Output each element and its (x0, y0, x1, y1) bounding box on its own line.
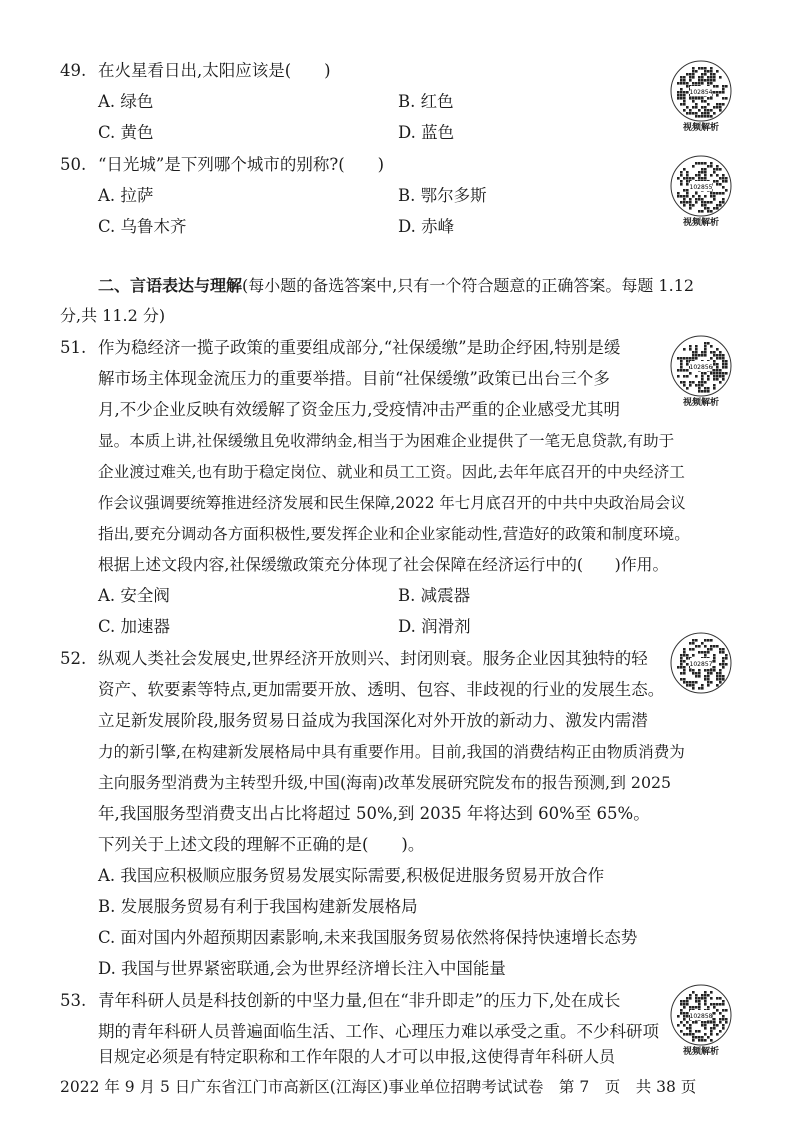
question-49-stem: 49. 在火星看日出,太阳应该是( ) (60, 61, 331, 80)
question-52-line-3: 立足新发展阶段,服务贸易日益成为我国深化对外开放的新动力、激发内需潜 (98, 711, 648, 730)
q52-option-c: C. 面对国内外超预期因素影响,未来我国服务贸易依然将保持快速增长态势 (98, 928, 638, 947)
qr-caption: 视频解析 (682, 123, 719, 133)
svg-text:102857: 102857 (689, 661, 713, 668)
q51-option-d: D. 润滑剂 (398, 617, 471, 636)
section-title: 二、言语表达与理解 (98, 276, 243, 295)
question-51-line-4: 显。本质上讲,社保缓缴且免收滞纳金,相当于为困难企业提供了一笔无息贷款,有助于 (98, 432, 675, 450)
question-51-line-3: 月,不少企业反映有效缓解了资金压力,受疫情冲击严重的企业感受尤其明 (98, 400, 620, 419)
page-footer: 2022 年 9 月 5 日广东省江门市高新区(江海区)事业单位招聘考试试卷 第 7 页 共 38 页 (60, 1078, 697, 1096)
question-52-line-6: 年,我国服务型消费支出占比将超过 50%,到 2035 年将达到 60%至 65%。 (98, 804, 650, 823)
qr-caption: 视频解析 (682, 398, 719, 408)
video-analysis-qr-51[interactable] (668, 335, 734, 409)
qr-code-icon (670, 155, 732, 217)
q50-option-d: D. 赤峰 (398, 217, 455, 236)
q51-option-c: C. 加速器 (98, 617, 171, 636)
question-52-line-7: 下列关于上述文段的理解不正确的是( )。 (98, 835, 425, 854)
q50-option-b: B. 鄂尔多斯 (398, 186, 487, 205)
question-51-line-6: 作会议强调要统筹推进经济发展和民生保障,2022 年七月底召开的中共中央政治局会议 (98, 494, 686, 512)
section-heading (98, 275, 694, 297)
video-analysis-qr-50[interactable] (668, 155, 734, 229)
svg-text:102858: 102858 (689, 1013, 713, 1020)
q49-option-d: D. 蓝色 (398, 123, 455, 142)
q49-option-a: A. 绿色 (98, 92, 154, 111)
q49-option-c: C. 黄色 (98, 123, 154, 142)
video-analysis-qr-49[interactable] (668, 60, 734, 134)
question-51-line-1: 51. 作为稳经济一揽子政策的重要组成部分,“社保缓缴”是助企纾困,特别是缓 (60, 338, 621, 357)
q52-option-a: A. 我国应积极顺应服务贸易发展实际需要,积极促进服务贸易开放合作 (98, 866, 605, 885)
qr-code-icon (670, 984, 732, 1046)
question-53-line-1: 53. 青年科研人员是科技创新的中坚力量,但在“非升即走”的压力下,处在成长 (60, 991, 621, 1010)
question-52-line-4: 力的新引擎,在构建新发展格局中具有重要作用。目前,我国的消费结构正由物质消费为 (98, 743, 685, 761)
question-52-line-2: 资产、软要素等特点,更加需要开放、透明、包容、非歧视的行业的发展生态。 (98, 680, 665, 699)
qr-code-icon (670, 60, 732, 122)
question-51-line-5: 企业渡过难关,也有助于稳定岗位、就业和员工工资。因此,去年年底召开的中央经济工 (98, 463, 685, 481)
question-52-line-1: 52. 纵观人类社会发展史,世界经济开放则兴、封闭则衰。服务企业因其独特的轻 (60, 649, 648, 668)
svg-text:102854: 102854 (689, 89, 713, 96)
question-51-line-7: 指出,要充分调动各方面积极性,要发挥企业和企业家能动性,营造好的政策和制度环境。 (98, 525, 690, 543)
video-analysis-qr-52[interactable] (668, 632, 734, 694)
qr-code-icon (670, 335, 732, 397)
question-50-stem: 50. “日光城”是下列哪个城市的别称?( ) (60, 155, 385, 174)
question-53-line-2: 期的青年科研人员普遍面临生活、工作、心理压力难以承受之重。不少科研项 (98, 1022, 659, 1041)
section-note: (每小题的备选答案中,只有一个符合题意的正确答案。每题 1.12 (242, 276, 695, 295)
q49-option-b: B. 红色 (398, 92, 454, 111)
svg-text:102856: 102856 (689, 364, 713, 371)
q52-option-d: D. 我国与世界紧密联通,会为世界经济增长注入中国能量 (98, 959, 506, 978)
q51-option-a: A. 安全阀 (98, 586, 170, 605)
qr-code-icon (670, 632, 732, 694)
question-51-line-2: 解市场主体现金流压力的重要举措。目前“社保缓缴”政策已出台三个多 (98, 369, 610, 388)
q52-option-b: B. 发展服务贸易有利于我国构建新发展格局 (98, 897, 418, 916)
question-52-line-5: 主向服务型消费为主转型升级,中国(海南)改革发展研究院发布的报告预测,到 2025 (98, 773, 672, 792)
qr-caption: 视频解析 (682, 1047, 719, 1057)
section-note-continued: 分,共 11.2 分) (60, 306, 166, 325)
svg-text:102855: 102855 (689, 184, 713, 191)
qr-caption: 视频解析 (682, 218, 719, 228)
q51-option-b: B. 减震器 (398, 586, 471, 605)
question-51-line-8: 根据上述文段内容,社保缓缴政策充分体现了社会保障在经济运行中的( )作用。 (98, 555, 669, 574)
question-53-line-3: 目规定必须是有特定职称和工作年限的人才可以申报,这使得青年科研人员 (98, 1047, 616, 1066)
q50-option-c: C. 乌鲁木齐 (98, 217, 187, 236)
q50-option-a: A. 拉萨 (98, 186, 154, 205)
video-analysis-qr-53[interactable] (668, 984, 734, 1058)
